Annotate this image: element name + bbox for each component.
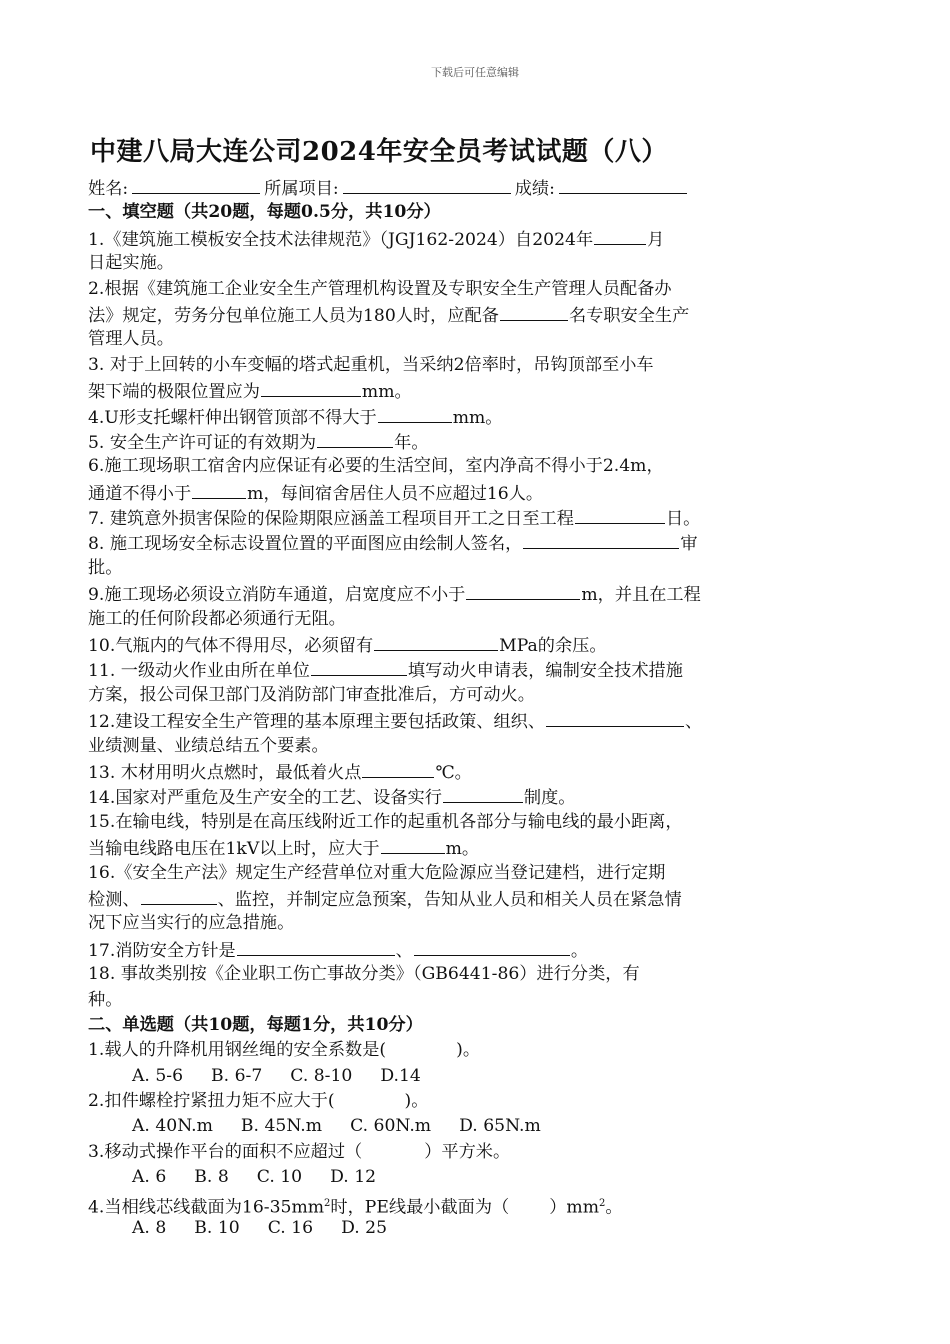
question-line: 9.施工现场必须设立消防车通道，启宽度应不小于 m，并且在工程 <box>88 581 850 606</box>
question-line: 施工的任何阶段都必须通行无阻。 <box>88 608 346 629</box>
option[interactable]: B. 6-7 <box>211 1065 263 1086</box>
answer-blank[interactable] <box>381 835 445 854</box>
question-line: 日起实施。 <box>88 253 174 274</box>
option[interactable]: A. 8 <box>132 1218 167 1239</box>
question-line: 10.气瓶内的气体不得用尽，必须留有 MPa的余压。 <box>88 632 850 657</box>
question-line: 3. 对于上回转的小车变幅的塔式起重机，当采纳2倍率时，吊钩顶部至小车 <box>88 354 654 375</box>
answer-blank[interactable] <box>311 657 407 676</box>
question-line: 4.当相线芯线截面为$16-35mm^2$时，PE线最小截面为（ ）$mm^2$。 <box>88 1197 623 1218</box>
question-line: 1.载人的升降机用钢丝绳的安全系数是( )。 <box>88 1040 481 1061</box>
option[interactable]: A. 5-6 <box>132 1065 184 1086</box>
question-line: 1.《建筑施工模板安全技术法律规范》（JGJ162-2024）自2024年 月 <box>88 226 850 251</box>
answer-blank[interactable] <box>443 784 523 803</box>
answer-blank[interactable] <box>546 708 684 727</box>
answer-blank[interactable] <box>261 378 361 397</box>
question-line: 7. 建筑意外损害保险的保险期限应涵盖工程项目开工之日至工程 日。 <box>88 505 850 530</box>
option[interactable]: D. 65N.m <box>459 1116 541 1137</box>
option[interactable]: D. 12 <box>330 1167 377 1188</box>
option[interactable]: B. 45N.m <box>240 1116 323 1137</box>
question-line: 6.施工现场职工宿舍内应保证有必要的生活空间，室内净高不得小于2.4m， <box>88 456 664 477</box>
question-line: 15.在输电线，特别是在高压线附近工作的起重机各部分与输电线的最小距离， <box>88 811 683 832</box>
question-line: 架下端的极限位置应为 mm。 <box>88 378 850 403</box>
score-label: 成绩: <box>514 179 555 199</box>
exam-body <box>88 175 850 1241</box>
project-label: 所属项目: <box>264 179 339 199</box>
question-line: 5. 安全生产许可证的有效期为 年。 <box>88 429 850 454</box>
project-blank[interactable] <box>343 175 511 194</box>
question-line: 通道不得小于 m，每间宿舍居住人员不应超过16人。 <box>88 480 850 505</box>
question-line: 8. 施工现场安全标志设置位置的平面图应由绘制人签名， 审 <box>88 530 850 555</box>
option[interactable]: A. 40N.m <box>132 1116 213 1137</box>
question-line: 18. 事故类别按《企业职工伤亡事故分类》（GB6441-86）进行分类，有 <box>88 964 640 985</box>
question-line: 13. 木材用明火点燃时，最低着火点 ℃。 <box>88 759 850 784</box>
question-line: 17.消防安全方针是 、 。 <box>88 937 850 962</box>
answer-blank[interactable] <box>141 886 217 905</box>
answer-blank[interactable] <box>466 581 580 600</box>
question-line: 业绩测量、业绩总结五个要素。 <box>88 735 329 756</box>
answer-blank[interactable] <box>317 429 393 448</box>
question-line: 方案，报公司保卫部门及消防部门审查批准后，方可动火。 <box>88 684 535 705</box>
question-line: 11. 一级动火作业由所在单位 填写动火申请表，编制安全技术措施 <box>88 657 850 682</box>
answer-blank[interactable] <box>414 937 570 956</box>
section-heading-choice: 二、单选题（共10题，每题1分，共10分） <box>88 1014 423 1035</box>
option-row <box>88 1114 850 1139</box>
option[interactable]: D. 25 <box>341 1218 388 1239</box>
option[interactable]: D.14 <box>380 1065 421 1086</box>
answer-blank[interactable] <box>594 226 646 245</box>
option[interactable]: C. 8-10 <box>290 1065 353 1086</box>
header-note: 下载后可任意编辑 <box>431 66 519 79</box>
question-line: 16.《安全生产法》规定生产经营单位对重大危险源应当登记建档，进行定期 <box>88 862 666 883</box>
question-line: 当输电线路电压在1kV以上时，应大于 m。 <box>88 835 850 860</box>
answer-blank[interactable] <box>362 759 434 778</box>
option[interactable]: B. 10 <box>194 1218 240 1239</box>
option[interactable]: C. 10 <box>256 1167 303 1188</box>
option-row <box>88 1064 850 1089</box>
question-line: 3.移动式操作平台的面积不应超过（ ）平方米。 <box>88 1141 511 1162</box>
question-line: 法》规定，劳务分包单位施工人员为180人时，应配备 名专职安全生产 <box>88 302 850 327</box>
question-line: 管理人员。 <box>88 329 174 350</box>
page-title: 中建八局大连公司2024年安全员考试试题（八） <box>90 137 668 167</box>
question-line: 2.根据《建筑施工企业安全生产管理机构设置及专职安全生产管理人员配备办 <box>88 278 672 299</box>
answer-blank[interactable] <box>523 530 679 549</box>
option[interactable]: C. 16 <box>267 1218 314 1239</box>
answer-blank[interactable] <box>378 404 452 423</box>
answer-blank[interactable] <box>374 632 498 651</box>
score-blank[interactable] <box>559 175 687 194</box>
student-info-row <box>88 175 850 200</box>
answer-blank[interactable] <box>192 480 246 499</box>
option[interactable]: A. 6 <box>132 1167 167 1188</box>
question-line: 况下应当实行的应急措施。 <box>88 913 295 934</box>
option[interactable]: C. 60N.m <box>350 1116 432 1137</box>
option-row <box>88 1216 850 1241</box>
answer-blank[interactable] <box>237 937 395 956</box>
option-row <box>88 1165 850 1190</box>
question-line: 12.建设工程安全生产管理的基本原理主要包括政策、组织、 、 <box>88 708 850 733</box>
answer-blank[interactable] <box>500 302 568 321</box>
name-label: 姓名: <box>88 179 129 199</box>
question-line: 检测、 、监控，并制定应急预案，告知从业人员和相关人员在紧急情 <box>88 886 850 911</box>
question-line: 2.扣件螺栓拧紧扭力矩不应大于( )。 <box>88 1091 429 1112</box>
section-heading-fill: 一、填空题（共20题，每题0.5分，共10分） <box>88 202 441 223</box>
question-line: 种。 <box>88 989 123 1010</box>
answer-blank[interactable] <box>575 505 665 524</box>
question-line: 14.国家对严重危及生产安全的工艺、设备实行 制度。 <box>88 784 850 809</box>
question-line: 4.U形支托螺杆伸出钢管顶部不得大于 mm。 <box>88 404 850 429</box>
question-line: 批。 <box>88 557 123 578</box>
option[interactable]: B. 8 <box>194 1167 229 1188</box>
name-blank[interactable] <box>132 175 260 194</box>
